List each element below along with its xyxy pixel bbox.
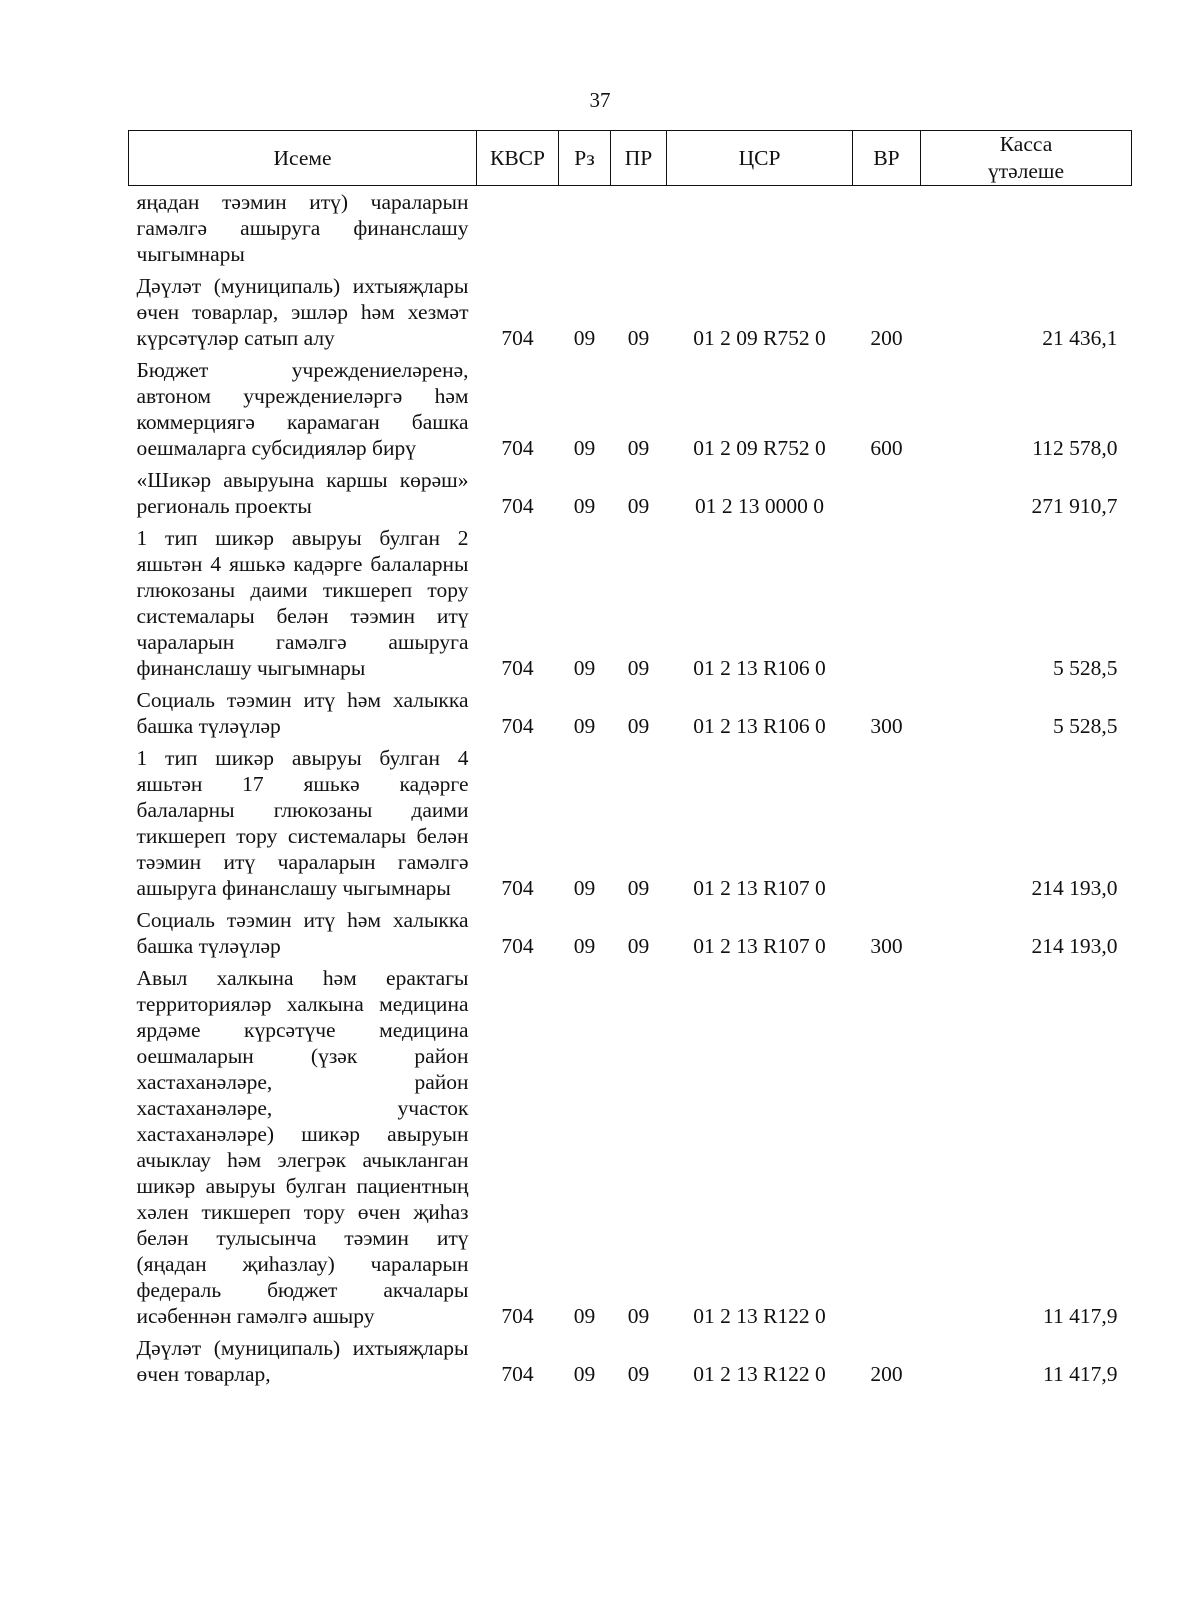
row-amount: 5 528,5 [1053,656,1118,680]
row-kvsr: 704 [501,714,534,738]
row-name: 1 тип шикәр авыруы булган 4 яшьтән 17 яшькә кадәрге балаларны глюкозаны даими тикшереп тору системалары белән тәэмин итү чараларын гамәлгә ашыруга финанслашу чыгымнары [136,746,469,900]
table-row [129,904,1132,962]
row-amount: 214 193,0 [1031,934,1118,958]
row-pr: 09 [627,1304,650,1328]
row-vr: 300 [870,934,903,958]
row-kvsr: 704 [501,436,534,460]
row-csr: 01 2 09 R752 0 [693,326,826,350]
row-vr [853,522,921,684]
row-amount: 21 436,1 [1042,326,1118,350]
row-name: «Шикәр авыруына каршы көрәш» региональ проекты [136,468,469,518]
row-rz: 09 [573,1304,596,1328]
row-kvsr [477,186,559,271]
row-rz: 09 [573,934,596,958]
table-row [129,962,1132,1332]
row-csr: 01 2 13 R107 0 [693,876,826,900]
table-row [129,354,1132,464]
header-pr: ПР [611,131,667,186]
header-kvsr: КВСР [477,131,559,186]
table-row [129,270,1132,354]
table-row [129,464,1132,522]
page-number: 37 [589,88,611,112]
row-name: Дәүләт (муниципаль) ихтыяҗлары өчен товарлар, эшләр һәм хезмәт күрсәтүләр сатып алу [136,274,469,350]
row-name: Авыл халкына һәм ерактагы территорияләр халкына медицина ярдәме күрсәтүче медицина оешмаларын (үзәк район хастаханәләре, район хастаханәләре, участок хастаханәләре) шикәр авыруын ачыклау һәм элегрәк ачыкланган шикәр авыруы булган пациентның хәлен тикшереп тору өчен җиһаз белән тулысынча тәэмин итү (яңадан җиһазлау) чараларын федераль бюджет акчалары исәбеннән гамәлгә ашыру [136,966,469,1328]
budget-table [128,130,1132,1390]
row-pr: 09 [627,656,650,680]
table-row [129,186,1132,271]
row-kvsr: 704 [501,656,534,680]
row-name: 1 тип шикәр авыруы булган 2 яшьтән 4 яшькә кадәрге балаларны глюкозаны даими тикшереп тору системалары белән тәэмин итү чараларын гамәлгә ашыруга финанслашу чыгымнары [136,526,469,680]
table-row [129,1332,1132,1390]
row-vr: 200 [870,326,903,350]
header-name: Исеме [129,131,477,186]
row-name: Дәүләт (муниципаль) ихтыяҗлары өчен товарлар, [136,1336,469,1386]
row-vr [853,962,921,1332]
row-rz: 09 [573,326,596,350]
row-rz: 09 [573,494,596,518]
row-kvsr: 704 [501,934,534,958]
row-rz: 09 [573,436,596,460]
row-amount: 5 528,5 [1053,714,1118,738]
row-vr [853,464,921,522]
row-kvsr: 704 [501,876,534,900]
row-vr [853,742,921,904]
row-rz: 09 [573,876,596,900]
row-rz: 09 [573,1362,596,1386]
row-csr: 01 2 13 R107 0 [693,934,826,958]
row-name: яңадан тәэмин итү) чараларын гамәлгә ашыруга финанслашу чыгымнары [136,190,469,266]
row-rz [559,186,611,271]
row-amount: 112 578,0 [1032,436,1118,460]
row-name: Бюджет учреждениеләренә, автоном учреждениеләргә һәм коммерциягә карамаган башка оешмаларга субсидияләр бирү [136,358,469,460]
row-kvsr: 704 [501,326,534,350]
header-csr: ЦСР [667,131,853,186]
row-rz: 09 [573,656,596,680]
row-name: Социаль тәэмин итү һәм халыкка башка түләүләр [136,688,469,738]
row-vr: 600 [870,436,903,460]
row-rz: 09 [573,714,596,738]
row-csr: 01 2 09 R752 0 [693,436,826,460]
row-kvsr: 704 [501,494,534,518]
header-vr: ВР [853,131,921,186]
row-pr: 09 [627,494,650,518]
row-csr: 01 2 13 R122 0 [693,1362,826,1386]
row-amount: 11 417,9 [1043,1362,1118,1386]
row-vr: 200 [870,1362,903,1386]
row-csr [667,186,853,271]
row-pr: 09 [627,326,650,350]
row-amount: 271 910,7 [1031,494,1118,518]
row-pr: 09 [627,436,650,460]
row-vr: 300 [870,714,903,738]
row-csr: 01 2 13 R122 0 [693,1304,826,1328]
row-pr: 09 [627,1362,650,1386]
table-row [129,684,1132,742]
header-rz: Рз [559,131,611,186]
row-pr: 09 [627,934,650,958]
row-amount [921,186,1132,271]
table-row [129,522,1132,684]
row-csr: 01 2 13 0000 0 [695,494,824,518]
row-csr: 01 2 13 R106 0 [693,714,826,738]
row-csr: 01 2 13 R106 0 [693,656,826,680]
row-name: Социаль тәэмин итү һәм халыкка башка түләүләр [136,908,469,958]
row-kvsr: 704 [501,1304,534,1328]
table-row [129,742,1132,904]
header-kassa: Касса үтәлеше [921,131,1132,186]
row-pr: 09 [627,714,650,738]
row-pr: 09 [627,876,650,900]
row-kvsr: 704 [501,1362,534,1386]
row-amount: 11 417,9 [1043,1304,1118,1328]
row-amount: 214 193,0 [1031,876,1118,900]
row-vr [853,186,921,271]
table-header-row [129,131,1132,186]
row-pr [611,186,667,271]
